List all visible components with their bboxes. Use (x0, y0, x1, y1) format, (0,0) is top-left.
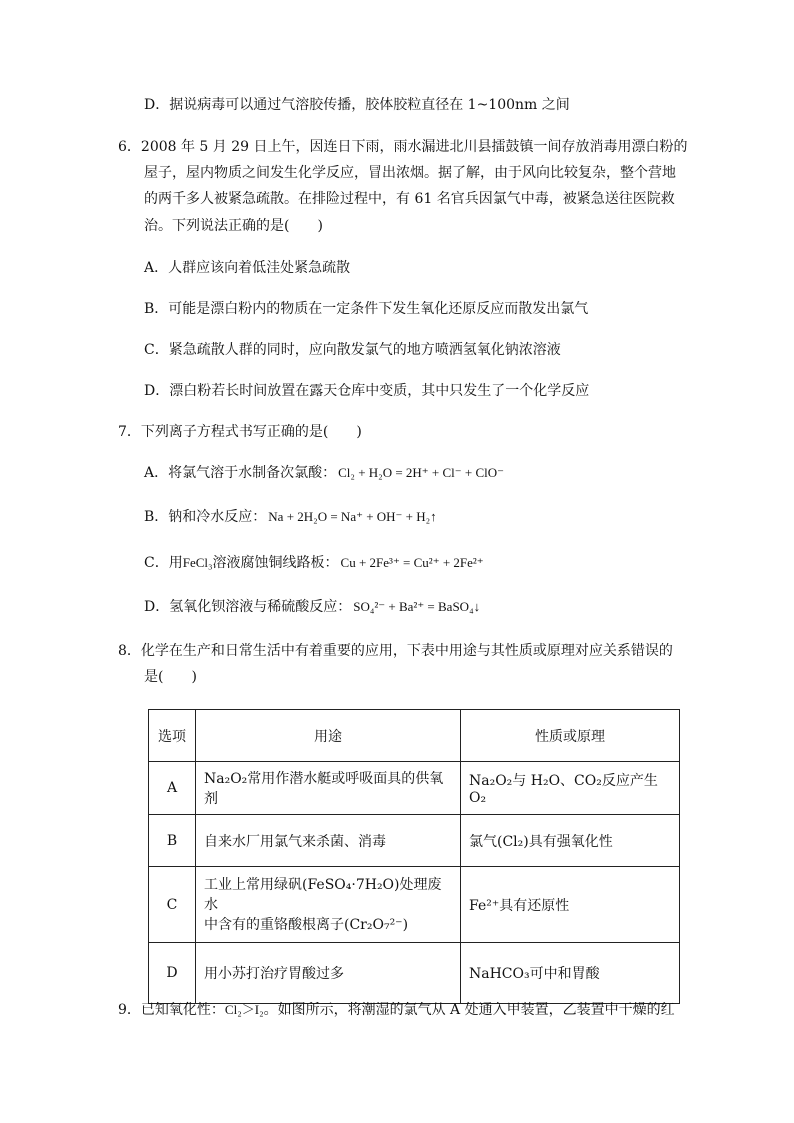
q6-option-c: C．紧急疏散人群的同时，应向散发氯气的地方喷洒氢氧化钠浓溶液 (144, 342, 561, 358)
table-cell-option: D (149, 943, 196, 1004)
table-row (149, 762, 680, 815)
table-header-use: 用途 (196, 710, 461, 762)
q7-stem: 7．下列离子方程式书写正确的是( ) (118, 424, 362, 440)
q7-option-c-equation: Cu + 2Fe³⁺ = Cu²⁺ + 2Fe²⁺ (340, 555, 484, 570)
q7-option-c (144, 553, 484, 573)
q7-option-c-prefix: C．用 (144, 555, 183, 571)
table-cell-use-line-2: 中含有的重铬酸根离子(Cr₂O₇²⁻) (204, 916, 409, 933)
q8-table (148, 709, 680, 1004)
table-cell-property: NaHCO₃可中和胃酸 (461, 943, 680, 1004)
q6-option-b: B．可能是漂白粉内的物质在一定条件下发生氧化还原反应而散发出氯气 (144, 301, 589, 317)
table-cell-property: Na₂O₂与 H₂O、CO₂反应产生 O₂ (461, 762, 680, 815)
q7-option-a-equation: Cl₂ + H₂O = 2H⁺ + Cl⁻ + ClO⁻ (338, 465, 505, 480)
table-cell-use (196, 867, 461, 943)
q6-stem-line-4: 治。下列说法正确的是( ) (144, 218, 323, 234)
q6-stem-line-2: 屋子，屋内物质之间发生化学反应，冒出浓烟。据了解，由于风向比较复杂，整个营地 (144, 165, 676, 181)
q7-option-c-formula: FeCl₃ (182, 555, 213, 570)
q6-stem-line-3: 的两千多人被紧急疏散。在排险过程中，有 61 名官兵因氯气中毒，被紧急送往医院救 (144, 191, 675, 207)
q7-option-d-text: D．氢氧化钡溶液与稀硫酸反应： (144, 599, 352, 615)
q7-option-b (144, 507, 437, 527)
table-cell-property: 氯气(Cl₂)具有强氧化性 (461, 815, 680, 867)
table-header-option: 选项 (149, 710, 196, 762)
table-row (149, 815, 680, 867)
table-header-row (149, 710, 680, 762)
q7-option-b-text: B．钠和冷水反应： (144, 509, 267, 525)
q6-option-a: A．人群应该向着低洼处紧急疏散 (144, 260, 351, 276)
q6-stem-line-1: 6．2008 年 5 月 29 日上午，因连日下雨，雨水漏进北川县擂鼓镇一间存放消毒用漂白粉的 (118, 139, 688, 155)
q8-stem-line-2: 是( ) (144, 669, 197, 685)
table-cell-use: 用小苏打治疗胃酸过多 (196, 943, 461, 1004)
q7-option-a (144, 463, 504, 483)
table-cell-use: Na₂O₂常用作潜水艇或呼吸面具的供氧剂 (196, 762, 461, 815)
q9-stem-prefix: 9．已知氧化性： (118, 1002, 225, 1018)
q7-option-a-text: A．将氯气溶于水制备次氯酸： (144, 465, 337, 481)
q7-option-d (144, 597, 480, 617)
q9-stem-text: 。如图所示，将潮湿的氯气从 A 处通入甲装置，乙装置中干燥的红 (263, 1002, 675, 1018)
table-cell-use: 自来水厂用氯气来杀菌、消毒 (196, 815, 461, 867)
table-cell-use-line-1: 工业上常用绿矾(FeSO₄·7H₂O)处理废水 (204, 876, 442, 913)
q6-option-d: D．漂白粉若长时间放置在露天仓库中变质，其中只发生了一个化学反应 (144, 383, 590, 399)
q9-oxidation-expression: Cl₂＞I₂ (224, 1002, 264, 1017)
q9-stem (118, 1000, 675, 1020)
q8-stem-line-1: 8．化学在生产和日常生活中有着重要的应用，下表中用途与其性质或原理对应关系错误的 (118, 643, 673, 659)
q7-option-b-equation: Na + 2H₂O = Na⁺ + OH⁻ + H₂↑ (268, 509, 437, 524)
table-cell-option: B (149, 815, 196, 867)
q5-option-d: D．据说病毒可以通过气溶胶传播，胶体胶粒直径在 1~100nm 之间 (144, 97, 570, 113)
q7-option-d-equation: SO₄²⁻ + Ba²⁺ = BaSO₄↓ (353, 599, 481, 614)
table-row (149, 867, 680, 943)
table-cell-option: C (149, 867, 196, 943)
table-header-property: 性质或原理 (461, 710, 680, 762)
table-cell-option: A (149, 762, 196, 815)
table-row (149, 943, 680, 1004)
table-cell-property: Fe²⁺具有还原性 (461, 867, 680, 943)
q7-option-c-text: 溶液腐蚀铜线路板： (212, 555, 339, 571)
